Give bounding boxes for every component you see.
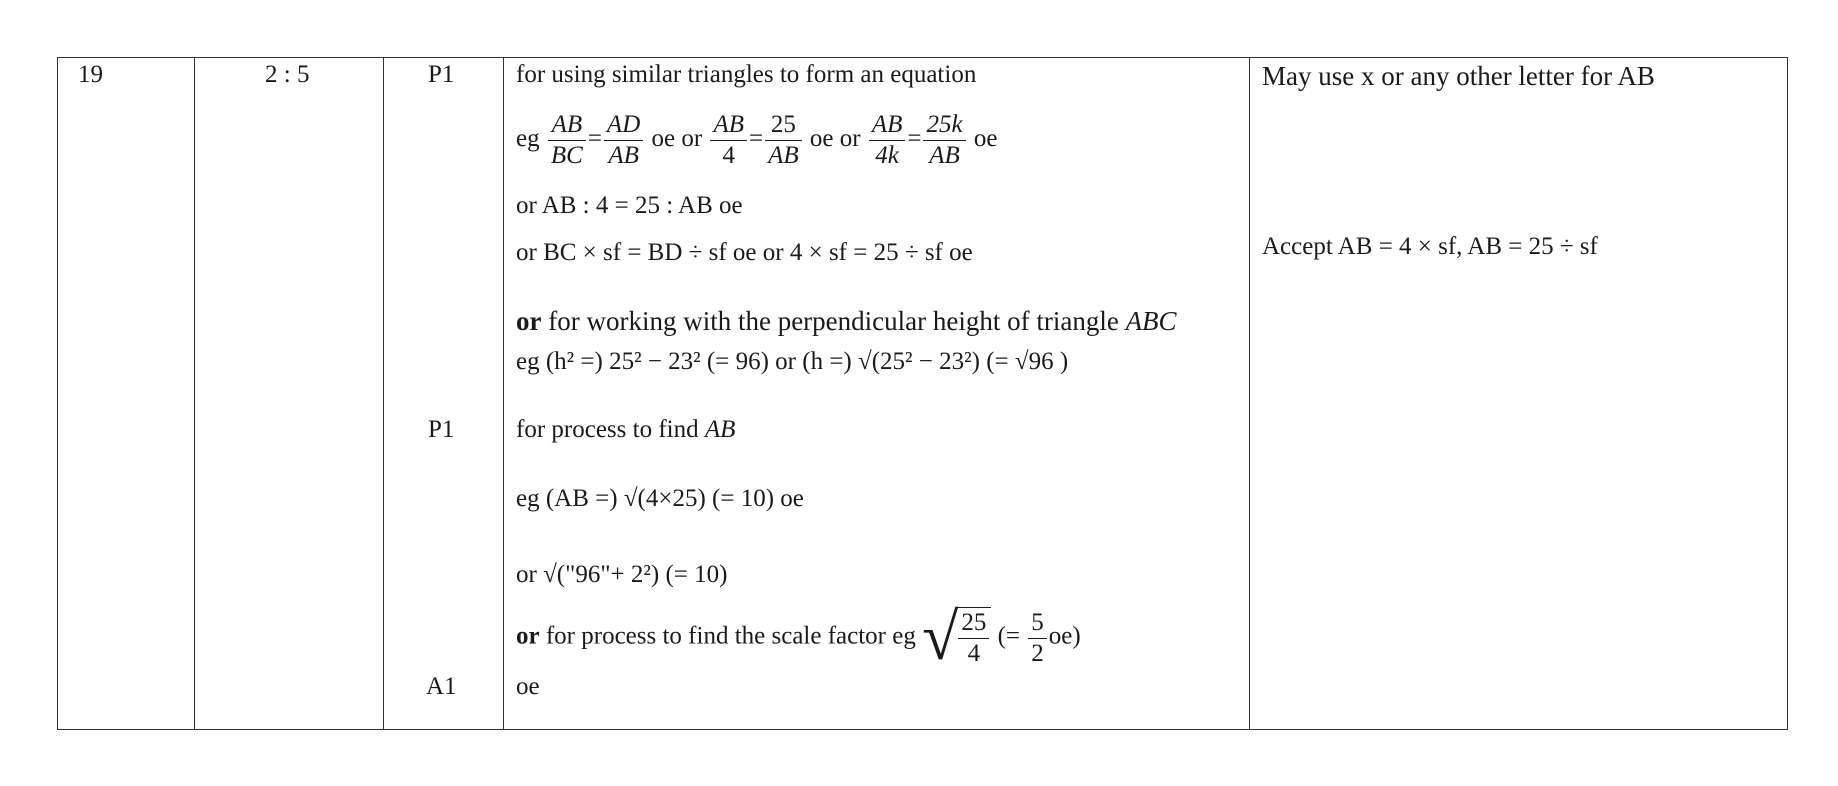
ratio-line: or AB : 4 = 25 : AB oe: [516, 192, 743, 219]
p1-find-ab-line: for process to find AB: [516, 416, 736, 443]
a1-oe: oe: [516, 673, 540, 700]
mark-a1: A1: [426, 673, 457, 700]
p1-similar-triangles-text: for using similar triangles to form an equation: [516, 61, 977, 88]
guidance-any-letter: May use x or any other letter for AB: [1262, 61, 1655, 91]
fraction-25k-ab: $\frac{25k}{AB}$: [923, 110, 965, 171]
mark-p1-first: P1: [428, 61, 455, 88]
guidance-accept: Accept AB = 4 × sf, AB = 25 ÷ sf: [1262, 233, 1598, 260]
fraction-ab-4: $\frac{AB}{4}$: [710, 110, 747, 171]
question-number: 19: [78, 61, 103, 88]
fraction-ab-bc: $\frac{AB}{BC}$: [548, 110, 586, 171]
height-method-line: or for working with the perpendicular height of triangle ABC: [516, 306, 1177, 336]
fraction-ab-4k: $\frac{AB}{4k}$: [869, 110, 906, 171]
eg-label: eg: [516, 125, 540, 153]
fraction-ad-ab: $\frac{AD}{AB}$: [604, 110, 643, 171]
scale-factor-method-line: or for process to find the scale factor eg √ $\frac{25}{4}$ (= $\frac{5}{2}$ oe): [516, 601, 1081, 674]
column-divider: [383, 58, 384, 729]
fraction-25-ab: $\frac{25}{AB}$: [765, 110, 802, 171]
column-divider: [503, 58, 504, 729]
fraction-equations: eg $\frac{AB}{BC}$ = $\frac{AD}{AB}$ oe or $\frac{AB}{4}$ = $\frac{25}{AB}$ oe or $\frac{AB}{4k}$ = $\frac{25k}{AB}$ oe: [516, 111, 998, 169]
sqrt-4x25-line: eg (AB =) √(4×25) (= 10) oe: [516, 485, 804, 512]
column-divider: [1249, 58, 1250, 729]
fraction-5-2: $\frac{5}{2}$: [1028, 608, 1047, 669]
sqrt-96-line: or √("96"+ 2²) (= 10): [516, 561, 728, 588]
height-example-line: eg (h² =) 25² − 23² (= 96) or (h =) √(25² − 23²) (= √96 ): [516, 348, 1069, 375]
scale-factor-line: or BC × sf = BD ÷ sf oe or 4 × sf = 25 ÷ sf oe: [516, 239, 973, 266]
sqrt-icon: √ $\frac{25}{4}$: [922, 605, 991, 671]
answer: 2 : 5: [265, 61, 310, 88]
mark-p1-second: P1: [428, 416, 455, 443]
column-divider: [194, 58, 195, 729]
